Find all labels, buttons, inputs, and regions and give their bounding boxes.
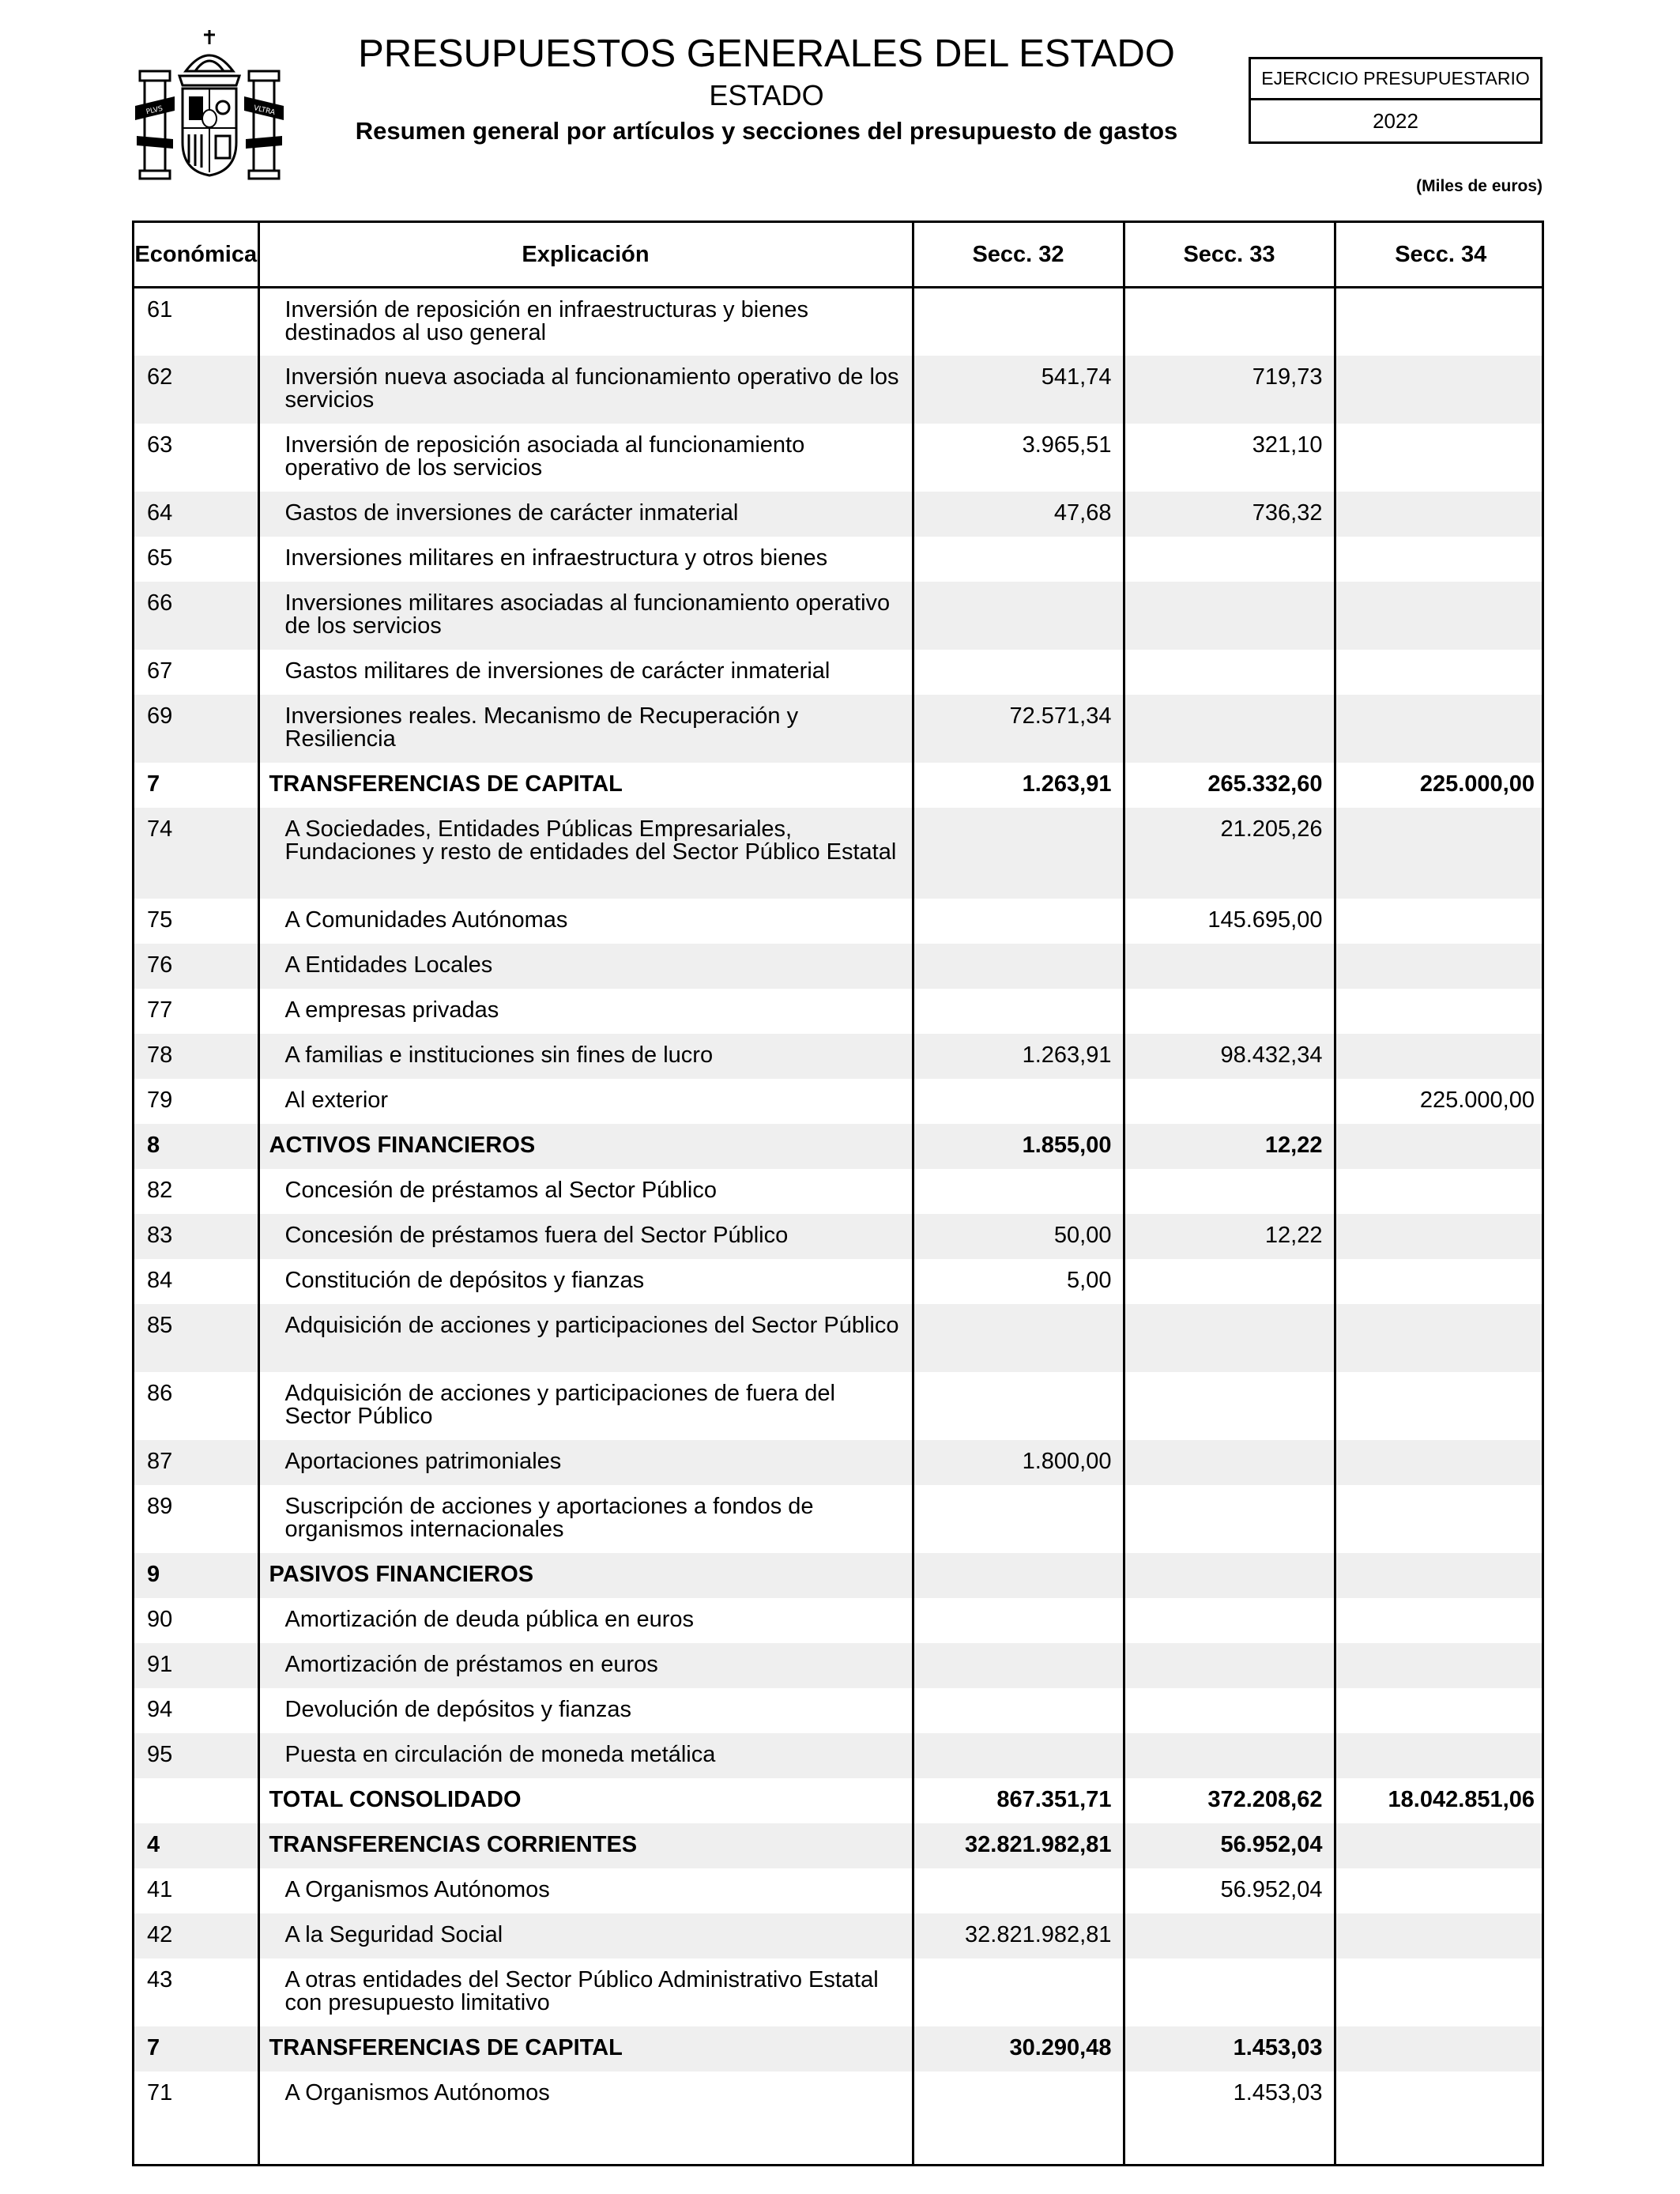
secc-34-cell — [1335, 1169, 1544, 1214]
secc-32-cell — [913, 1688, 1124, 1733]
table-row — [134, 899, 1544, 944]
secc-32-cell — [913, 1304, 1124, 1372]
secc-34-cell — [1335, 944, 1544, 989]
secc-34-cell — [1335, 492, 1544, 537]
secc-33-cell: 21.205,26 — [1124, 808, 1335, 899]
secc-33-cell — [1124, 1598, 1335, 1643]
secc-32-cell: 5,00 — [913, 1259, 1124, 1304]
empty-cell — [913, 2117, 1124, 2167]
secc-32-cell: 1.263,91 — [913, 763, 1124, 808]
secc-32-cell: 1.800,00 — [913, 1440, 1124, 1485]
economic-code-cell: 91 — [134, 1643, 258, 1688]
secc-34-cell — [1335, 1598, 1544, 1643]
secc-32-cell: 867.351,71 — [913, 1778, 1124, 1823]
table-row — [134, 1372, 1544, 1440]
secc-34-cell — [1335, 288, 1544, 356]
crest-motto-right: VLTRA — [252, 104, 276, 118]
explanation-cell: Inversiones militares en infraestructura y otros bienes — [258, 537, 913, 582]
economic-code-cell: 63 — [134, 424, 258, 492]
table-header-row — [134, 223, 1544, 288]
explanation-cell: Aportaciones patrimoniales — [258, 1440, 913, 1485]
secc-32-cell — [913, 1598, 1124, 1643]
secc-33-cell: 1.453,03 — [1124, 2071, 1335, 2117]
secc-33-cell — [1124, 1485, 1335, 1553]
secc-33-cell — [1124, 1372, 1335, 1440]
secc-34-cell — [1335, 695, 1544, 763]
secc-34-cell — [1335, 808, 1544, 899]
table-row — [134, 1733, 1544, 1778]
economic-code-cell: 4 — [134, 1823, 258, 1868]
secc-33-cell — [1124, 1553, 1335, 1598]
secc-33-cell: 265.332,60 — [1124, 763, 1335, 808]
page-title: PRESUPUESTOS GENERALES DEL ESTADO — [358, 32, 1175, 75]
economic-code-cell: 8 — [134, 1124, 258, 1169]
table-row — [134, 1169, 1544, 1214]
economic-code-cell: 69 — [134, 695, 258, 763]
table-section-row — [134, 1778, 1544, 1823]
table-row — [134, 989, 1544, 1034]
economic-code-cell: 89 — [134, 1485, 258, 1553]
economic-code-cell: 86 — [134, 1372, 258, 1440]
table-row — [134, 1079, 1544, 1124]
secc-32-cell — [913, 1169, 1124, 1214]
empty-cell — [258, 2117, 913, 2167]
secc-33-cell: 56.952,04 — [1124, 1868, 1335, 1913]
table-row — [134, 1485, 1544, 1553]
explanation-cell: Amortización de deuda pública en euros — [258, 1598, 913, 1643]
economic-code-cell: 65 — [134, 537, 258, 582]
empty-cell — [1335, 2117, 1544, 2167]
table-row — [134, 537, 1544, 582]
table-row — [134, 2071, 1544, 2117]
table-row — [134, 582, 1544, 650]
secc-32-cell: 1.263,91 — [913, 1034, 1124, 1079]
table-row — [134, 944, 1544, 989]
explanation-cell: Suscripción de acciones y aportaciones a fondos de organismos internacionales — [258, 1485, 913, 1553]
secc-33-cell — [1124, 1643, 1335, 1688]
table-section-row — [134, 1124, 1544, 1169]
secc-33-cell: 12,22 — [1124, 1214, 1335, 1259]
explanation-cell: TOTAL CONSOLIDADO — [258, 1778, 913, 1823]
secc-33-cell: 736,32 — [1124, 492, 1335, 537]
secc-34-cell — [1335, 1214, 1544, 1259]
secc-32-cell: 32.821.982,81 — [913, 1913, 1124, 1958]
economic-code-cell: 87 — [134, 1440, 258, 1485]
secc-33-cell — [1124, 1913, 1335, 1958]
secc-33-cell: 56.952,04 — [1124, 1823, 1335, 1868]
column-header-economica: Económica — [134, 223, 258, 288]
explanation-cell: Inversión de reposición asociada al funcionamiento operativo de los servicios — [258, 424, 913, 492]
economic-code-cell: 78 — [134, 1034, 258, 1079]
table-row — [134, 1259, 1544, 1304]
secc-34-cell — [1335, 1124, 1544, 1169]
secc-32-cell — [913, 288, 1124, 356]
secc-34-cell — [1335, 356, 1544, 424]
table-row — [134, 492, 1544, 537]
economic-code-cell: 83 — [134, 1214, 258, 1259]
secc-33-cell — [1124, 1304, 1335, 1372]
secc-34-cell — [1335, 650, 1544, 695]
economic-code-cell: 61 — [134, 288, 258, 356]
budget-table — [132, 221, 1544, 2166]
secc-33-cell: 1.453,03 — [1124, 2026, 1335, 2071]
secc-33-cell — [1124, 1688, 1335, 1733]
fiscal-year-label: EJERCICIO PRESUPUESTARIO — [1251, 59, 1540, 100]
secc-32-cell: 30.290,48 — [913, 2026, 1124, 2071]
economic-code-cell: 74 — [134, 808, 258, 899]
secc-34-cell — [1335, 989, 1544, 1034]
explanation-cell: Inversiones reales. Mecanismo de Recuperación y Resiliencia — [258, 695, 913, 763]
table-row — [134, 1958, 1544, 2026]
secc-33-cell — [1124, 944, 1335, 989]
explanation-cell: ACTIVOS FINANCIEROS — [258, 1124, 913, 1169]
explanation-cell: A la Seguridad Social — [258, 1913, 913, 1958]
secc-34-cell — [1335, 2071, 1544, 2117]
table-row — [134, 1868, 1544, 1913]
page-subtitle: ESTADO — [709, 79, 824, 112]
explanation-cell: Devolución de depósitos y fianzas — [258, 1688, 913, 1733]
secc-34-cell — [1335, 1553, 1544, 1598]
table-section-row — [134, 1553, 1544, 1598]
explanation-cell: A familias e instituciones sin fines de lucro — [258, 1034, 913, 1079]
secc-33-cell: 12,22 — [1124, 1124, 1335, 1169]
explanation-cell: Constitución de depósitos y fianzas — [258, 1259, 913, 1304]
units-label: (Miles de euros) — [1416, 177, 1543, 195]
secc-34-cell — [1335, 1688, 1544, 1733]
explanation-cell: TRANSFERENCIAS CORRIENTES — [258, 1823, 913, 1868]
table-row — [134, 356, 1544, 424]
explanation-cell: A Comunidades Autónomas — [258, 899, 913, 944]
secc-32-cell — [913, 582, 1124, 650]
explanation-cell: Inversión de reposición en infraestructuras y bienes destinados al uso general — [258, 288, 913, 356]
secc-34-cell — [1335, 1485, 1544, 1553]
secc-33-cell — [1124, 650, 1335, 695]
table-body — [134, 288, 1544, 2167]
secc-34-cell — [1335, 1643, 1544, 1688]
secc-33-cell — [1124, 1079, 1335, 1124]
empty-cell — [1124, 2117, 1335, 2167]
secc-34-cell: 225.000,00 — [1419, 1087, 1535, 1113]
fiscal-year-value: 2022 — [1373, 108, 1418, 133]
table-row — [134, 1913, 1544, 1958]
secc-34-cell — [1335, 537, 1544, 582]
column-header-explicacion: Explicación — [258, 223, 913, 288]
secc-32-cell: 541,74 — [913, 356, 1124, 424]
table-row — [134, 1304, 1544, 1372]
economic-code-cell: 76 — [134, 944, 258, 989]
column-header-secc-34: Secc. 34 — [1335, 223, 1544, 288]
secc-34-cell — [1335, 582, 1544, 650]
explanation-cell: Gastos militares de inversiones de carácter inmaterial — [258, 650, 913, 695]
secc-32-cell — [913, 1733, 1124, 1778]
coat-of-arms-icon — [130, 24, 288, 182]
secc-34-cell — [1335, 1913, 1544, 1958]
table-section-row — [134, 763, 1544, 808]
secc-33-cell — [1124, 1440, 1335, 1485]
secc-32-cell — [913, 1079, 1124, 1124]
table-section-row — [134, 2026, 1544, 2071]
secc-34-cell — [1335, 2026, 1544, 2071]
column-header-secc-32: Secc. 32 — [913, 223, 1124, 288]
secc-33-cell: 145.695,00 — [1124, 899, 1335, 944]
secc-32-cell: 3.965,51 — [913, 424, 1124, 492]
secc-34-cell — [1335, 1823, 1544, 1868]
secc-32-cell — [913, 1868, 1124, 1913]
table-row — [134, 1598, 1544, 1643]
explanation-cell: TRANSFERENCIAS DE CAPITAL — [258, 763, 913, 808]
secc-34-cell — [1335, 899, 1544, 944]
secc-34-cell — [1335, 1259, 1544, 1304]
secc-34-cell: 18.042.851,06 — [1388, 1786, 1535, 1812]
economic-code-cell: 43 — [134, 1958, 258, 2026]
secc-32-cell: 47,68 — [913, 492, 1124, 537]
secc-32-cell — [913, 537, 1124, 582]
secc-32-cell: 1.855,00 — [913, 1124, 1124, 1169]
crest-motto-left: PLVS — [145, 104, 164, 117]
secc-32-cell — [913, 989, 1124, 1034]
secc-32-cell — [913, 808, 1124, 899]
explanation-cell: A Entidades Locales — [258, 944, 913, 989]
economic-code-cell: 85 — [134, 1304, 258, 1372]
secc-33-cell — [1124, 695, 1335, 763]
secc-34-cell — [1335, 1958, 1544, 2026]
explanation-cell: A empresas privadas — [258, 989, 913, 1034]
explanation-cell: Al exterior — [258, 1079, 913, 1124]
secc-33-cell — [1124, 1958, 1335, 2026]
table-filler-row — [134, 2117, 1544, 2167]
explanation-cell: PASIVOS FINANCIEROS — [258, 1553, 913, 1598]
secc-32-cell: 32.821.982,81 — [913, 1823, 1124, 1868]
secc-33-cell: 321,10 — [1124, 424, 1335, 492]
secc-34-cell: 225.000,00 — [1419, 771, 1535, 797]
secc-32-cell: 72.571,34 — [913, 695, 1124, 763]
economic-code-cell — [134, 1778, 258, 1823]
secc-32-cell — [913, 899, 1124, 944]
secc-33-cell — [1124, 1259, 1335, 1304]
economic-code-cell: 75 — [134, 899, 258, 944]
economic-code-cell: 77 — [134, 989, 258, 1034]
secc-33-cell — [1124, 537, 1335, 582]
table-row — [134, 1214, 1544, 1259]
economic-code-cell: 7 — [134, 2026, 258, 2071]
empty-cell — [134, 2117, 258, 2167]
secc-32-cell — [913, 1958, 1124, 2026]
explanation-cell: Puesta en circulación de moneda metálica — [258, 1733, 913, 1778]
secc-34-cell — [1335, 1304, 1544, 1372]
secc-32-cell: 50,00 — [913, 1214, 1124, 1259]
secc-34-cell — [1335, 1440, 1544, 1485]
secc-32-cell — [913, 1643, 1124, 1688]
explanation-cell: A Organismos Autónomos — [258, 2071, 913, 2117]
secc-34-cell — [1335, 1372, 1544, 1440]
secc-33-cell — [1124, 582, 1335, 650]
explanation-cell: A Sociedades, Entidades Públicas Empresariales, Fundaciones y resto de entidades del Sector Público Estatal — [258, 808, 913, 899]
table-row — [134, 695, 1544, 763]
secc-33-cell: 372.208,62 — [1124, 1778, 1335, 1823]
secc-32-cell — [913, 650, 1124, 695]
table-row — [134, 808, 1544, 899]
explanation-cell: Adquisición de acciones y participaciones del Sector Público — [258, 1304, 913, 1372]
economic-code-cell: 66 — [134, 582, 258, 650]
column-header-secc-33: Secc. 33 — [1124, 223, 1335, 288]
fiscal-year-box — [1249, 57, 1543, 144]
economic-code-cell: 67 — [134, 650, 258, 695]
secc-33-cell: 719,73 — [1124, 356, 1335, 424]
table-row — [134, 288, 1544, 356]
table-row — [134, 1643, 1544, 1688]
table-row — [134, 1688, 1544, 1733]
table-row — [134, 1440, 1544, 1485]
economic-code-cell: 41 — [134, 1868, 258, 1913]
explanation-cell: A Organismos Autónomos — [258, 1868, 913, 1913]
economic-code-cell: 90 — [134, 1598, 258, 1643]
explanation-cell: A otras entidades del Sector Público Administrativo Estatal con presupuesto limitativo — [258, 1958, 913, 2026]
explanation-cell: Adquisición de acciones y participaciones de fuera del Sector Público — [258, 1372, 913, 1440]
secc-34-cell — [1335, 1733, 1544, 1778]
secc-34-cell — [1335, 424, 1544, 492]
header — [300, 32, 1233, 145]
secc-32-cell — [913, 1553, 1124, 1598]
secc-33-cell — [1124, 989, 1335, 1034]
secc-32-cell — [913, 944, 1124, 989]
secc-32-cell — [913, 1485, 1124, 1553]
secc-32-cell — [913, 2071, 1124, 2117]
economic-code-cell: 94 — [134, 1688, 258, 1733]
secc-33-cell — [1124, 288, 1335, 356]
economic-code-cell: 9 — [134, 1553, 258, 1598]
secc-33-cell — [1124, 1733, 1335, 1778]
economic-code-cell: 64 — [134, 492, 258, 537]
economic-code-cell: 84 — [134, 1259, 258, 1304]
explanation-cell: Inversión nueva asociada al funcionamiento operativo de los servicios — [258, 356, 913, 424]
economic-code-cell: 7 — [134, 763, 258, 808]
secc-34-cell — [1335, 1034, 1544, 1079]
explanation-cell: Concesión de préstamos fuera del Sector Público — [258, 1214, 913, 1259]
table-section-row — [134, 1823, 1544, 1868]
secc-33-cell — [1124, 1169, 1335, 1214]
explanation-cell: TRANSFERENCIAS DE CAPITAL — [258, 2026, 913, 2071]
secc-34-cell — [1335, 1868, 1544, 1913]
table-row — [134, 424, 1544, 492]
secc-33-cell: 98.432,34 — [1124, 1034, 1335, 1079]
page-description: Resumen general por artículos y secciones del presupuesto de gastos — [355, 117, 1178, 145]
economic-code-cell: 62 — [134, 356, 258, 424]
explanation-cell: Inversiones militares asociadas al funcionamiento operativo de los servicios — [258, 582, 913, 650]
table-row — [134, 650, 1544, 695]
economic-code-cell: 95 — [134, 1733, 258, 1778]
explanation-cell: Concesión de préstamos al Sector Público — [258, 1169, 913, 1214]
economic-code-cell: 79 — [134, 1079, 258, 1124]
explanation-cell: Amortización de préstamos en euros — [258, 1643, 913, 1688]
explanation-cell: Gastos de inversiones de carácter inmaterial — [258, 492, 913, 537]
economic-code-cell: 42 — [134, 1913, 258, 1958]
economic-code-cell: 82 — [134, 1169, 258, 1214]
secc-32-cell — [913, 1372, 1124, 1440]
table-row — [134, 1034, 1544, 1079]
economic-code-cell: 71 — [134, 2071, 258, 2117]
